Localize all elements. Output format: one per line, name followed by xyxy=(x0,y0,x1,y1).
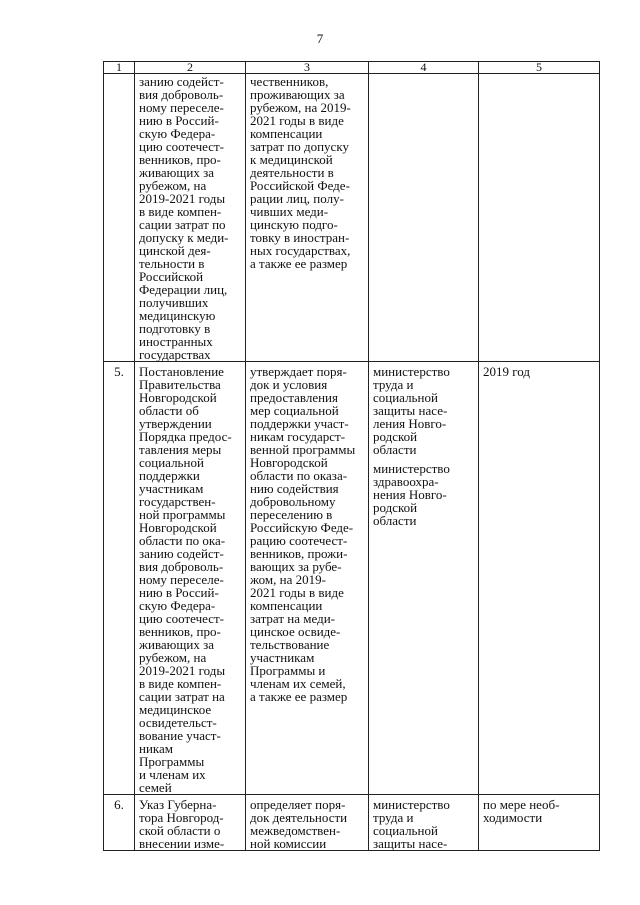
page-number: 7 xyxy=(316,31,324,46)
deadline-cell xyxy=(479,74,600,362)
description-cell: чественников, проживающих за рубежом, на 2019- 2021 годы в виде компенсации затрат по допуску к медицинской деятельности в Российской Феде- рации лиц, полу- чивших меди- цинскую подго- товку в иностран- ных государствах, а также ее размер xyxy=(246,74,369,362)
responsible-cell xyxy=(369,795,479,851)
table-row xyxy=(104,74,600,362)
responsible-cell xyxy=(369,74,479,362)
header-col-4: 4 xyxy=(369,62,479,74)
document-title-cell: Постановление Правительства Новгородской области об утверждении Порядка предос- тавления меры социальной поддержки участникам государствен- ной программы Новгородской области по ока- занию содейст- вия доброволь- ному переселе- нию в Россий- скую Федера- цию соотечест- венников, про- живающих за рубежом, на 2019-2021 годы в виде компен- сации затрат на медицинское освидетельст- вование участ- никам Программы и членам их семей xyxy=(135,362,246,795)
document-table xyxy=(103,61,600,851)
header-col-3: 3 xyxy=(246,62,369,74)
responsible-entity: министерство труда и социальной защиты насе- ления Новго- родской области xyxy=(373,364,450,457)
deadline-cell: по мере необ- ходимости xyxy=(479,795,600,851)
description-cell: определяет поря- док деятельности межведомствен- ной комиссии xyxy=(246,795,369,851)
header-col-1: 1 xyxy=(104,62,135,74)
document-title-cell: Указ Губерна- тора Новгород- ской области о внесении изме- xyxy=(135,795,246,851)
responsible-cell xyxy=(369,362,479,795)
responsible-entity: министерство здравоохра- нения Новго- родской области xyxy=(373,461,450,528)
responsible-entity: министерство труда и социальной защиты насе- xyxy=(373,797,450,851)
table-row xyxy=(104,795,600,851)
table-row xyxy=(104,362,600,795)
row-number: 6. xyxy=(104,795,135,851)
document-title-cell: занию содейст- вия доброволь- ному переселе- нию в Россий- скую Федера- цию соотечест- венников, про- живающих за рубежом, на 2019-2021 годы в виде компен- сации затрат по допуску к меди- цинской дея- тельности в Российской Федерации лиц, получивших медицинскую подготовку в иностранных государствах xyxy=(135,74,246,362)
table-header-row xyxy=(104,62,600,74)
deadline-cell: 2019 год xyxy=(479,362,600,795)
row-number: 5. xyxy=(104,362,135,795)
row-number xyxy=(104,74,135,362)
header-col-2: 2 xyxy=(135,62,246,74)
header-col-5: 5 xyxy=(479,62,600,74)
description-cell: утверждает поря- док и условия предоставления мер социальной поддержки участ- никам государст- венной программы Новгородской области по оказа- нию содействия добровольному переселению в Российскую Феде- рацию соотечест- венников, прожи- вающих за рубе- жом, на 2019- 2021 годы в виде компенсации затрат на меди- цинское освиде- тельствование участникам Программы и членам их семей, а также ее размер xyxy=(246,362,369,795)
